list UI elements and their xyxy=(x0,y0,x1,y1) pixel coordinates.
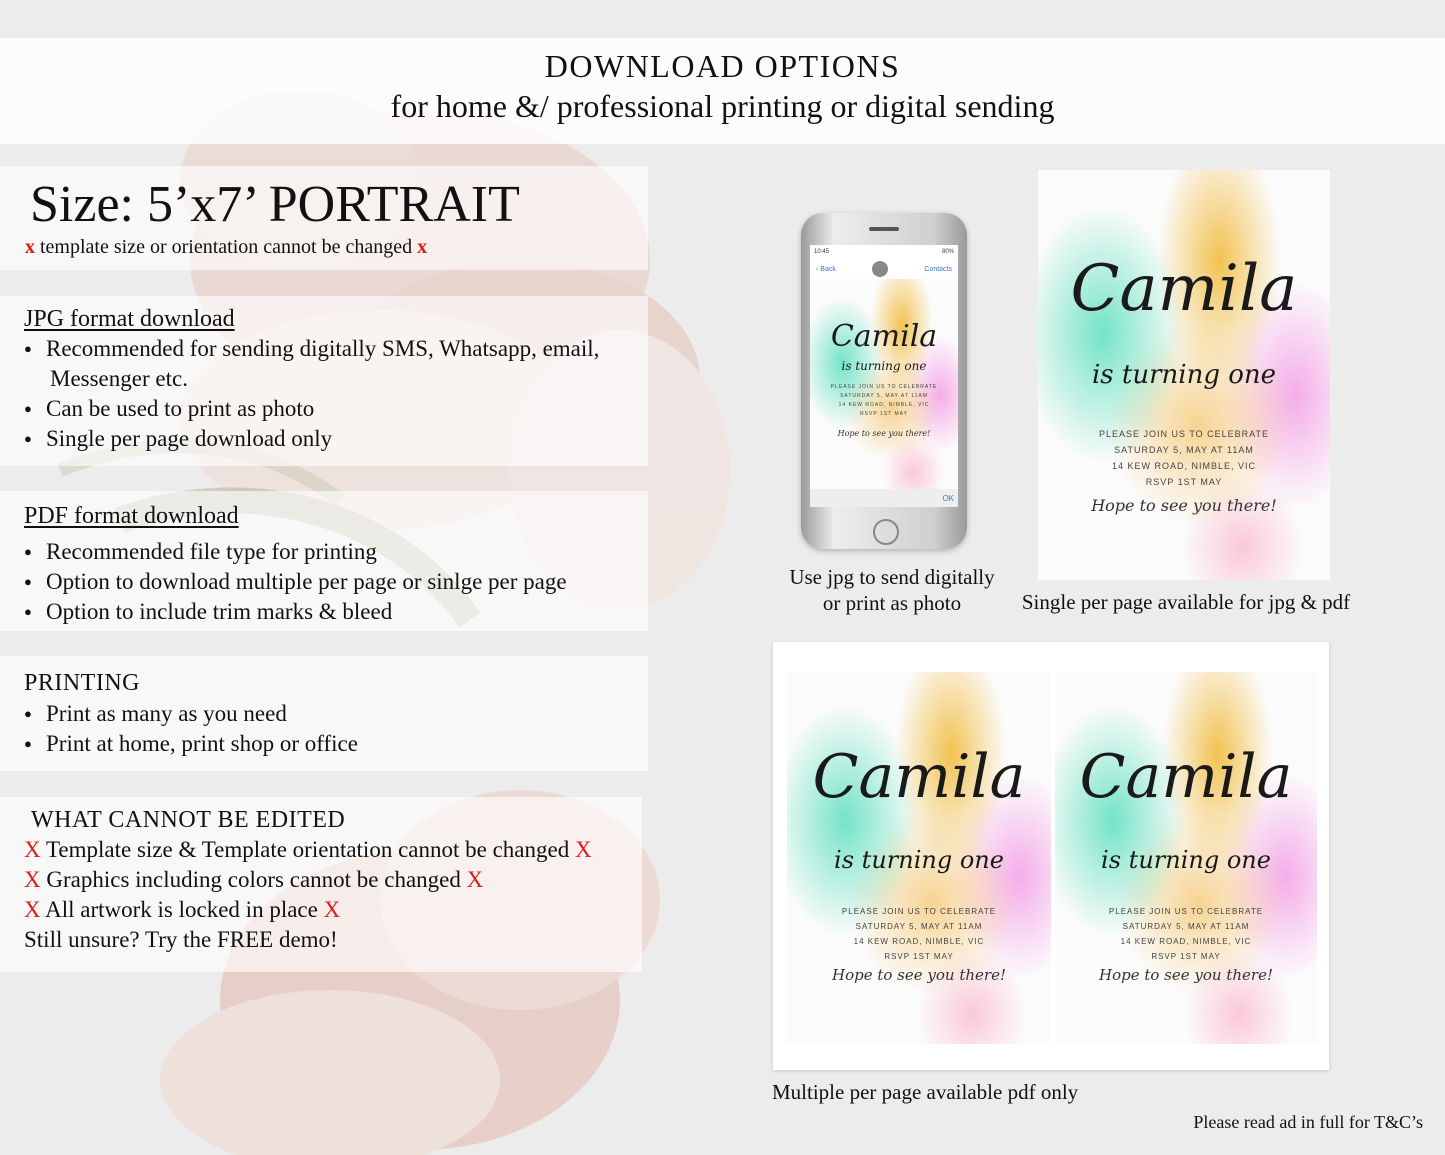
list-item: ● Can be used to print as photo xyxy=(24,394,599,424)
phone-caption xyxy=(780,564,1004,616)
header-banner xyxy=(0,38,1445,144)
x-mark: x xyxy=(25,236,35,258)
jpg-panel xyxy=(0,296,648,466)
list-item: ● Option to include trim marks & bleed xyxy=(24,597,567,627)
size-note xyxy=(25,236,427,259)
printing-bullet-list xyxy=(24,699,358,759)
jpg-heading: JPG format download xyxy=(24,306,235,332)
list-item: ● Recommended file type for printing xyxy=(24,537,567,567)
pdf-heading: PDF format download xyxy=(24,503,239,529)
list-item-text: Template size & Template orientation cannot be changed xyxy=(45,837,570,862)
phone-caption-line: or print as photo xyxy=(822,591,962,615)
phone-ok-button: OK xyxy=(942,493,954,503)
invite-subtitle: is turning one xyxy=(834,846,1004,874)
invite-line: RSVP 1ST MAY xyxy=(1151,952,1221,961)
list-item xyxy=(24,835,592,865)
invite-name: Camila xyxy=(830,319,938,354)
x-mark: X xyxy=(24,867,41,892)
phone-contacts-link: Contacts xyxy=(924,265,952,273)
page-subtitle: for home &/ professional printing or digital sending xyxy=(390,88,1055,124)
phone-screen xyxy=(810,245,958,507)
phone-time: 10:45 xyxy=(814,249,830,255)
invite-line: 14 KEW ROAD, NIMBLE, VIC xyxy=(1120,937,1252,946)
invite-name: Camila xyxy=(812,742,1026,812)
invite-subtitle: is turning one xyxy=(1091,360,1277,390)
x-mark: X xyxy=(24,897,41,922)
x-mark: X xyxy=(574,837,592,862)
not-editable-list xyxy=(24,835,592,955)
demo-note: Still unsure? Try the FREE demo! xyxy=(24,927,338,952)
phone-caption-line: Use jpg to send digitally xyxy=(789,565,995,589)
list-item xyxy=(24,865,592,895)
invite-line: PLEASE JOIN US TO CELEBRATE xyxy=(841,907,997,916)
x-mark: X xyxy=(466,867,484,892)
pdf-bullet-list xyxy=(24,537,567,627)
list-item: ● Recommended for sending digitally SMS, Whatsapp, email, xyxy=(24,334,599,364)
list-item: ● Single per page download only xyxy=(24,424,599,454)
x-mark: x xyxy=(417,236,428,258)
printing-heading: PRINTING xyxy=(24,670,140,696)
invite-details xyxy=(810,383,958,419)
invite-line: RSVP 1ST MAY xyxy=(1145,477,1223,487)
invite-line: RSVP 1ST MAY xyxy=(860,411,908,417)
invite-line: SATURDAY 5, MAY AT 11AM xyxy=(840,393,928,399)
invite-line: PLEASE JOIN US TO CELEBRATE xyxy=(1098,429,1270,439)
phone-nav-bar xyxy=(810,259,958,280)
phone-battery: 80% xyxy=(941,249,954,255)
invite-signoff: Hope to see you there! xyxy=(1091,496,1277,515)
multi-invite-preview-right xyxy=(1055,672,1317,1044)
list-item: ● Print as many as you need xyxy=(24,699,358,729)
size-heading: Size: 5’x7’ PORTRAIT xyxy=(30,176,520,233)
invite-line: SATURDAY 5, MAY AT 11AM xyxy=(855,922,983,931)
invite-signoff: Hope to see you there! xyxy=(832,966,1006,984)
not-editable-heading: WHAT CANNOT BE EDITED xyxy=(31,807,346,833)
invite-signoff: Hope to see you there! xyxy=(1099,966,1273,984)
contact-avatar-icon xyxy=(872,261,888,277)
multi-invite-preview-left xyxy=(787,672,1051,1044)
not-editable-panel xyxy=(0,797,642,972)
invite-line: 14 KEW ROAD, NIMBLE, VIC xyxy=(838,402,930,408)
invite-subtitle: is turning one xyxy=(1101,846,1271,874)
invite-line: 14 KEW ROAD, NIMBLE, VIC xyxy=(853,937,985,946)
single-caption: Single per page available for jpg & pdf xyxy=(1021,590,1351,614)
invite-name: Camila xyxy=(1079,742,1293,812)
invite-line: SATURDAY 5, MAY AT 11AM xyxy=(1122,922,1250,931)
list-item: Messenger etc. xyxy=(50,366,188,391)
home-button-icon xyxy=(873,519,899,545)
invite-subtitle: is turning one xyxy=(841,359,927,373)
phone-status-bar xyxy=(810,245,958,259)
x-mark: X xyxy=(323,897,341,922)
invite-details xyxy=(1038,426,1330,490)
phone-speaker xyxy=(869,227,899,231)
invite-line: RSVP 1ST MAY xyxy=(884,952,954,961)
list-item-text: All artwork is locked in place xyxy=(45,897,318,922)
invite-line: SATURDAY 5, MAY AT 11AM xyxy=(1114,445,1254,455)
jpg-bullet-list xyxy=(24,334,599,454)
single-invite-preview xyxy=(1038,170,1330,580)
list-item: ● Option to download multiple per page or sinlge per page xyxy=(24,567,567,597)
invite-details xyxy=(787,904,1051,964)
phone-back-link: ‹ Back xyxy=(816,265,836,273)
invite-line: PLEASE JOIN US TO CELEBRATE xyxy=(830,384,938,390)
size-panel xyxy=(0,166,648,270)
printing-panel xyxy=(0,656,648,771)
invite-line: PLEASE JOIN US TO CELEBRATE xyxy=(1108,907,1264,916)
list-item xyxy=(24,895,592,925)
invite-name: Camila xyxy=(1070,252,1298,326)
x-mark: X xyxy=(24,837,41,862)
list-item: ● Print at home, print shop or office xyxy=(24,729,358,759)
page-title: DOWNLOAD OPTIONS xyxy=(544,48,901,84)
phone-invite-preview xyxy=(810,279,958,489)
terms-note: Please read ad in full for T&C’s xyxy=(1193,1112,1423,1132)
phone-mockup xyxy=(801,213,967,549)
phone-input-bar xyxy=(810,489,958,507)
invite-signoff: Hope to see you there! xyxy=(837,429,931,438)
pdf-panel xyxy=(0,491,648,631)
invite-line: 14 KEW ROAD, NIMBLE, VIC xyxy=(1111,461,1257,471)
invite-details xyxy=(1055,904,1317,964)
list-item-text: Graphics including colors cannot be changed xyxy=(46,867,461,892)
size-note-text: template size or orientation cannot be changed xyxy=(40,236,413,258)
multiple-caption: Multiple per page available pdf only xyxy=(772,1080,1079,1104)
